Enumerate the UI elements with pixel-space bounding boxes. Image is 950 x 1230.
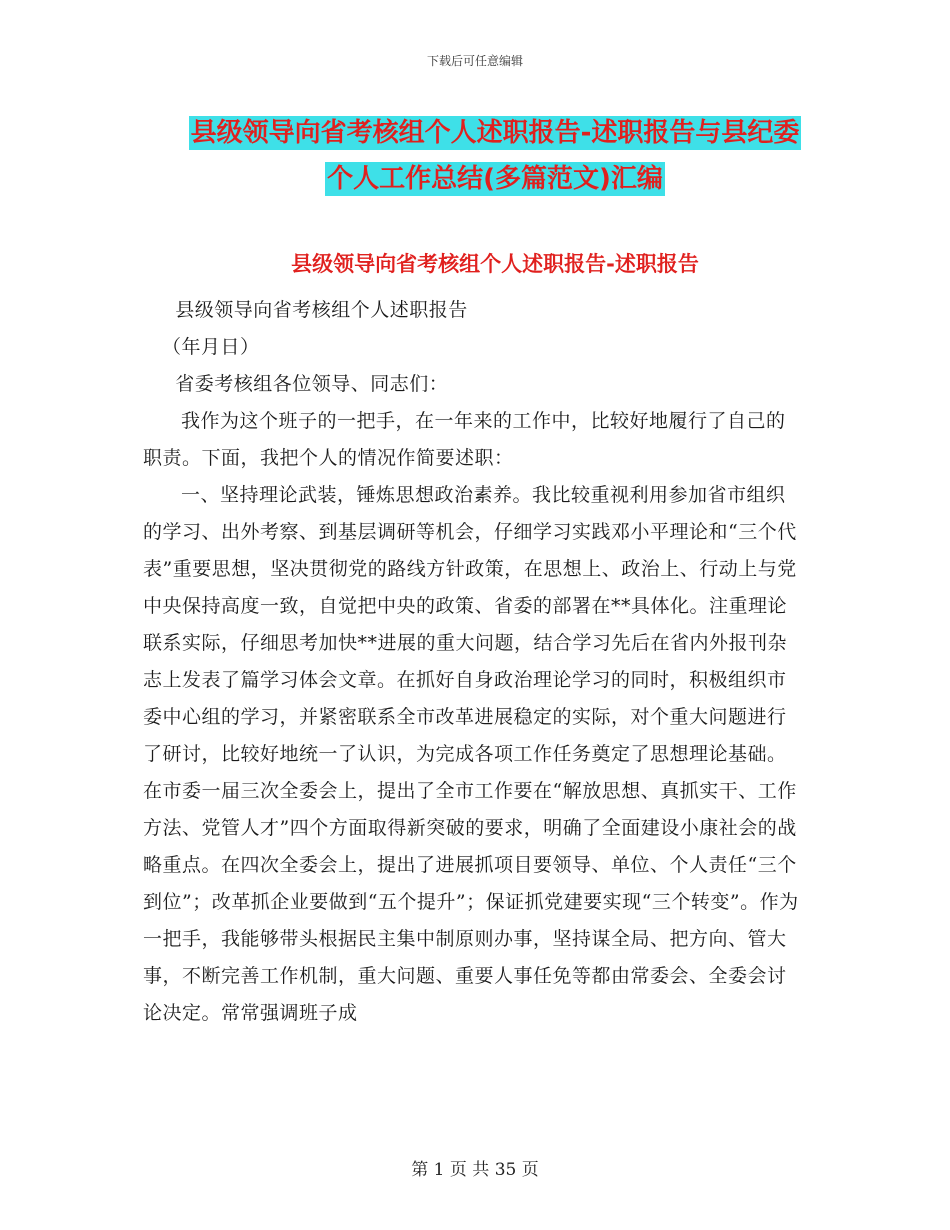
document-title [140,110,850,202]
header-note: 下载后可任意编辑 [426,54,523,68]
document-body [143,292,803,1032]
paragraph-intro: 我作为这个班子的一把手，在一年来的工作中，比较好地履行了自己的职责。下面，我把个人的情况作简要述职： [143,410,786,469]
section-title: 县级领导向省考核组个人述职报告-述职报告 [291,252,699,276]
paragraph-date: （年月日） [162,336,260,358]
paragraph-section-one: 一、坚持理论武装，锤炼思想政治素养。我比较重视利用参加省市组织的学习、出外考察、到基层调研等机会，仔细学习实践邓小平理论和“三个代表”重要思想，坚决贯彻党的路线方针政策，在思想上、政治上、行动上与党中央保持高度一致，自觉把中央的政策、省委的部署在**具体化。注重理论联系实际，仔细思考加快**进展的重大问题，结合学习先后在省内外报刊杂志上发表了篇学习体会文章。在抓好自身政治理论学习的同时，积极组织市委中心组的学习，并紧密联系全市改革进展稳定的实际，对个重大问题进行了研讨，比较好地统一了认识，为完成各项工作任务奠定了思想理论基础。在市委一届三次全委会上，提出了全市工作要在“解放思想、真抓实干、工作方法、党管人才”四个方面取得新突破的要求，明确了全面建设小康社会的战略重点。在四次全委会上，提出了进展抓项目要领导、单位、个人责任“三个到位”；改革抓企业要做到“五个提升”；保证抓党建要实现“三个转变”。作为一把手，我能够带头根据民主集中制原则办事，坚持谋全局、把方向、管大事，不断完善工作机制，重大问题、重要人事任免等都由常委会、全委会讨论决定。常常强调班子成 [143,484,799,1024]
page-number: 第 1 页 共 35 页 [411,1160,539,1180]
paragraph-salutation: 省委考核组各位领导、同志们： [175,373,449,395]
title-line-2: 个人工作总结(多篇范文)汇编 [327,164,663,194]
title-line-1: 县级领导向省考核组个人述职报告-述职报告与县纪委 [190,118,800,148]
paragraph-report-title: 县级领导向省考核组个人述职报告 [175,299,468,321]
